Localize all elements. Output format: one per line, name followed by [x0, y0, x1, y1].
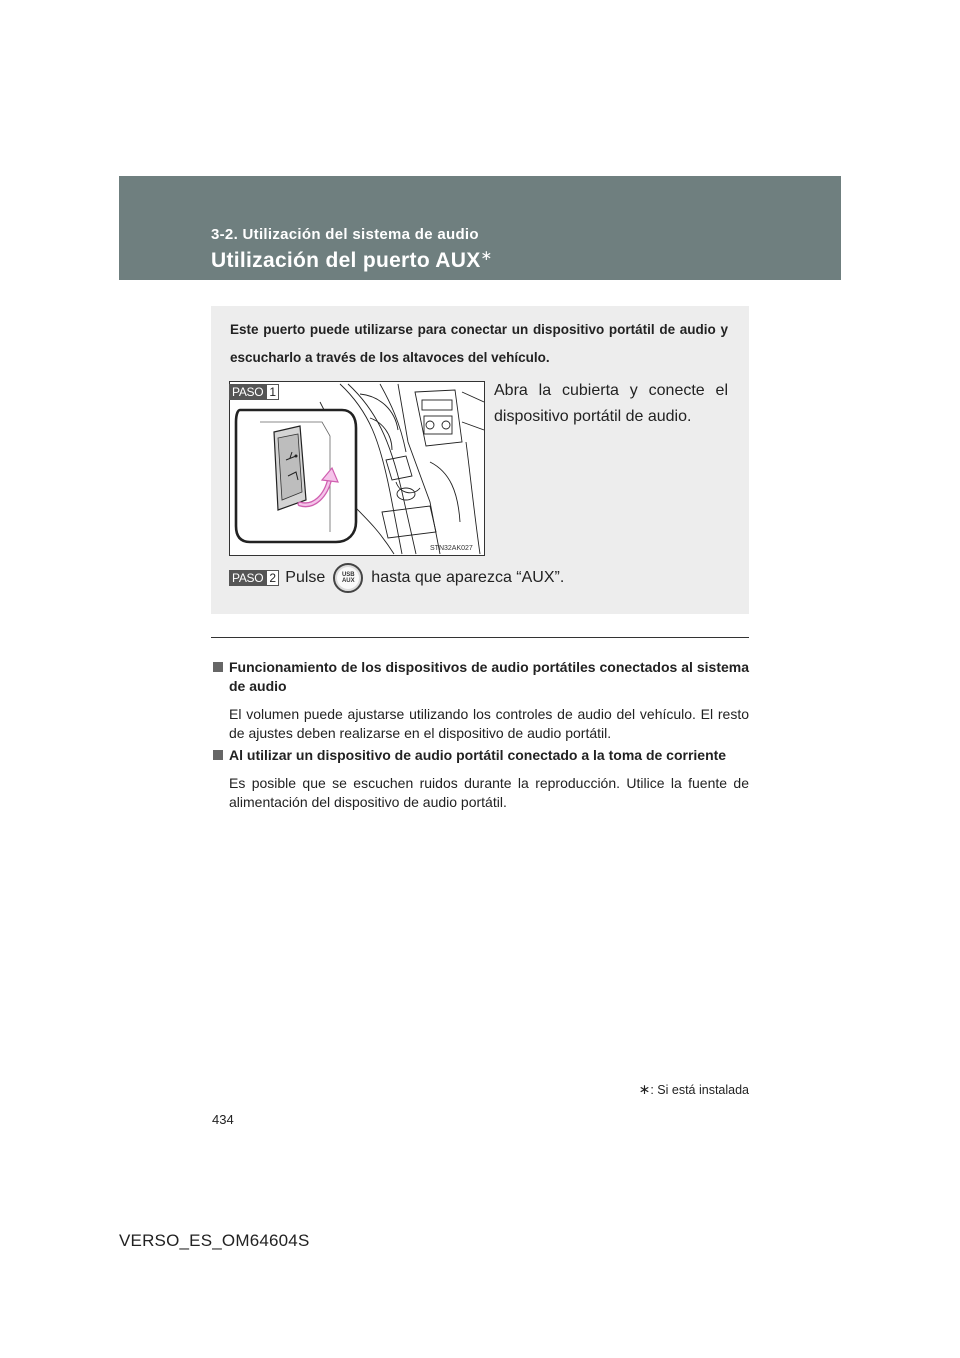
paso-2-number: 2 — [266, 570, 279, 586]
step-2-row — [229, 560, 564, 596]
square-bullet-icon — [213, 750, 223, 760]
title-asterisk-icon: ∗ — [480, 247, 493, 263]
footnote — [639, 1081, 749, 1098]
usb-aux-button-icon — [333, 563, 363, 593]
aux-button-label: AUX — [341, 578, 355, 584]
step-2-text-before: Pulse — [285, 569, 326, 586]
note-2 — [211, 746, 749, 812]
note-1-body: El volumen puede ajustarse utilizando los controles de audio del vehículo. El resto de ajustes deben realizarse en el dispositivo de audio portátil. — [229, 706, 749, 741]
note-2-body: Es posible que se escuchen ruidos durante la reproducción. Utilice la fuente de alimentación del dispositivo de audio portátil. — [229, 775, 749, 810]
step-2-text-after: hasta que aparezca “AUX”. — [371, 569, 565, 586]
paso-1-badge — [229, 384, 279, 400]
section-label: 3-2. Utilización del sistema de audio — [211, 226, 479, 243]
document-code: VERSO_ES_OM64604S — [119, 1231, 310, 1250]
paso-2-word: PASO — [229, 570, 266, 586]
footnote-text: : Si está instalada — [650, 1083, 749, 1097]
note-2-title — [211, 746, 749, 765]
figure-code: STN32AK027 — [430, 545, 473, 552]
page-title — [211, 249, 493, 273]
usb-button-label: USB — [341, 572, 355, 578]
paso-1-word: PASO — [229, 384, 266, 400]
paso-1-number: 1 — [266, 384, 279, 400]
asterisk-icon: ∗ — [638, 1081, 651, 1097]
step-1-text: Abra la cubierta y conecte el dispositivo portátil de audio. — [494, 382, 728, 425]
intro-text: Este puerto puede utilizarse para conectar un dispositivo portátil de audio y escucharlo a través de los altavoces del vehículo. — [230, 322, 728, 365]
note-1 — [211, 658, 749, 743]
page-title-text: Utilización del puerto AUX — [211, 249, 481, 272]
note-1-title — [211, 658, 749, 696]
dashboard-illustration — [230, 382, 484, 555]
page-number: 434 — [212, 1112, 234, 1127]
paso-2-badge — [229, 570, 279, 586]
divider — [211, 637, 749, 638]
square-bullet-icon — [213, 662, 223, 672]
note-2-title-text: Al utilizar un dispositivo de audio portátil conectado a la toma de corriente — [229, 747, 727, 763]
aux-port-illustration — [229, 381, 485, 556]
note-1-title-text: Funcionamiento de los dispositivos de audio portátiles conectados al sistema de audio — [229, 659, 749, 694]
